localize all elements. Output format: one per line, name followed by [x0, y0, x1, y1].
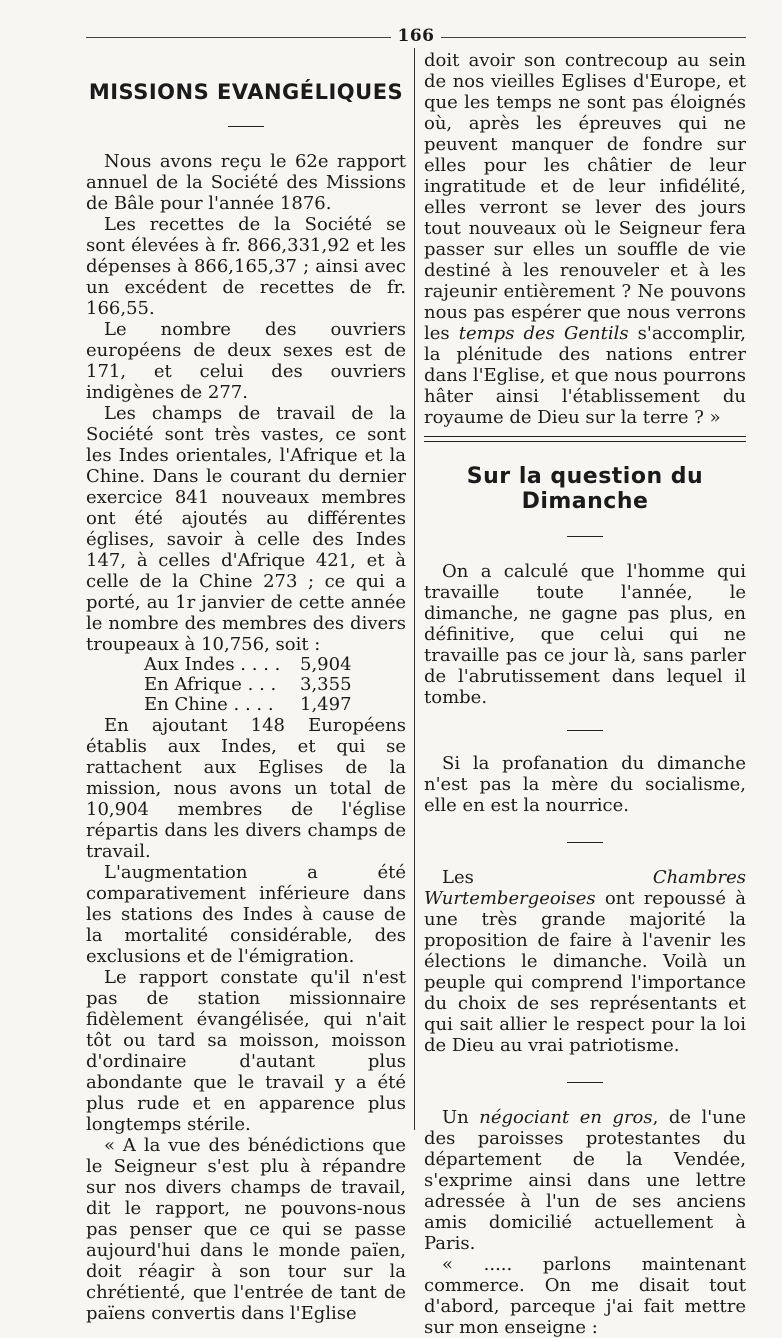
- tally-row: [144, 655, 406, 675]
- left-column: [86, 50, 406, 1324]
- paragraph-report: Nous avons reçu le 62e rapport annuel de la Société des Missions de Bâle pour l'année 1876.: [86, 151, 406, 214]
- paragraph-workers: Le nombre des ouvriers européens de deux sexes est de 171, et celui des ouvriers indigènes de 277.: [86, 319, 406, 403]
- quote-text-end: s'accomplir, la plénitude des nations entrer dans l'Eglise, et que nous pourrons hâter ainsi l'établissement du royaume de Dieu sur la terre ? »: [424, 323, 747, 428]
- tally-row: [144, 695, 406, 715]
- paragraph-profanation: Si la profanation du dimanche n'est pas la mère du socialisme, elle en est la nourrice.: [424, 753, 746, 816]
- tally-label: En Chine . . . .: [144, 694, 274, 715]
- right-column: [424, 50, 746, 1338]
- quote-emphasis: temps des Gentils: [458, 323, 629, 344]
- negociant-text: Un: [442, 1107, 480, 1128]
- separator-rule: [567, 842, 603, 843]
- chambers-text: Les: [442, 867, 653, 888]
- quote-text: doit avoir son contrecoup au sein de nos vieilles Eglises d'Europe, et que les temps ne sont pas éloignés où, après les épreuves qui ne peuvent manquer de fondre sur elles pour les châtier de leur ingratitude et de leur infidélité, elles verront se lever des jours tout nouveaux où le Seigneur fera passer sur elles un souffle de vie destiné à les renouveler et à les rajeunir entièrement ? Ne pouvons nous pas espérer que nous verrons les: [424, 50, 746, 344]
- paragraph-report-harvest: Le rapport constate qu'il n'est pas de station missionnaire fidèlement évangélisée, qui n'ait tôt ou tard sa moisson, moisson d'ordinaire d'autant plus abondante que le travail y a été plus rude et en apparence plus longtemps stérile.: [86, 967, 406, 1135]
- column-divider: [414, 48, 415, 1130]
- paragraph-receipts: Les recettes de la Société se sont élevées à fr. 866,331,92 et les dépenses à 866,165,37 ; ainsi avec un excédent de recettes de fr. 166,55.: [86, 214, 406, 319]
- chambers-emphasis: Chambres Wurtembergeoises: [424, 867, 746, 909]
- paragraph-commerce: « ..... parlons maintenant commerce. On me disait tout d'abord, parceque j'ai fait mettre sur mon enseigne :: [424, 1254, 746, 1338]
- separator-rule: [567, 1082, 603, 1083]
- paragraph-quote-continued: [424, 50, 746, 428]
- tally-label: Aux Indes . . . .: [144, 654, 281, 675]
- page-number: 166: [397, 26, 435, 46]
- dimanche-title: Sur la question du Dimanche: [466, 464, 704, 514]
- paragraph-chambers: [424, 867, 746, 1056]
- title-rule: [567, 536, 603, 537]
- paragraph-total: En ajoutant 148 Européens établis aux Indes, et qui se rattachent aux Eglises de la mission, nous avons un total de 10,904 membres de l'église répartis dans les divers champs de travail.: [86, 715, 406, 862]
- paragraph-negociant: [424, 1107, 746, 1254]
- chambers-text-end: ont repoussé à une très grande majorité la proposition de faire à l'avenir les élections le dimanche. Voilà un peuple qui comprend l'importance du choix de ses représentants et qui sait allier le respect pour la loi de Dieu au vrai patriotisme.: [424, 888, 746, 1056]
- tally-label: En Afrique . . .: [144, 674, 277, 695]
- tally-value: 1,497: [300, 694, 352, 715]
- tally-value: 3,355: [300, 674, 352, 695]
- negociant-text-end: , de l'une des paroisses protestantes du département de la Vendée, s'exprime ainsi dans une lettre adressée à l'un de ses anciens amis domicilié actuellement à Paris.: [424, 1107, 747, 1254]
- negociant-emphasis: négociant en gros: [479, 1107, 653, 1128]
- tally-row: [144, 675, 406, 695]
- header-rule-left: [86, 37, 391, 38]
- missions-title: MISSIONS EVANGÉLIQUES: [88, 80, 404, 104]
- members-tally: [144, 655, 406, 715]
- page-header: [86, 26, 746, 46]
- title-rule: [228, 126, 264, 127]
- tally-value: 5,904: [300, 654, 352, 675]
- section-double-rule: [424, 436, 746, 442]
- paragraph-fields: Les champs de travail de la Société sont très vastes, ce sont les Indes orientales, l'Afrique et la Chine. Dans le courant du dernier exercice 841 nouveaux membres ont été ajoutés au différentes églises, savoir à celle des Indes 147, à celles d'Afrique 421, et à celle de la Chine 273 ; ce qui a porté, au 1r janvier de cette année le nombre des membres des divers troupeaux à 10,756, soit :: [86, 403, 406, 655]
- paragraph-quote: « A la vue des bénédictions que le Seigneur s'est plu à répandre sur nos divers champs de travail, dit le rapport, ne pouvons-nous pas penser que ce qui se passe aujourd'hui dans le monde païen, doit réagir à son tour sur la chrétienté, que l'entrée de tant de païens convertis dans l'Eglise: [86, 1135, 406, 1324]
- separator-rule: [567, 730, 603, 731]
- paragraph-augmentation: L'augmentation a été comparativement inférieure dans les stations des Indes à cause de la mortalité considérable, des exclusions et de l'émigration.: [86, 862, 406, 967]
- header-rule-right: [441, 37, 746, 38]
- paragraph-calculation: On a calculé que l'homme qui travaille toute l'année, le dimanche, ne gagne pas plus, en définitive, que celui qui ne travaille pas ce jour là, sans parler de l'abrutissement dans lequel il tombe.: [424, 561, 746, 708]
